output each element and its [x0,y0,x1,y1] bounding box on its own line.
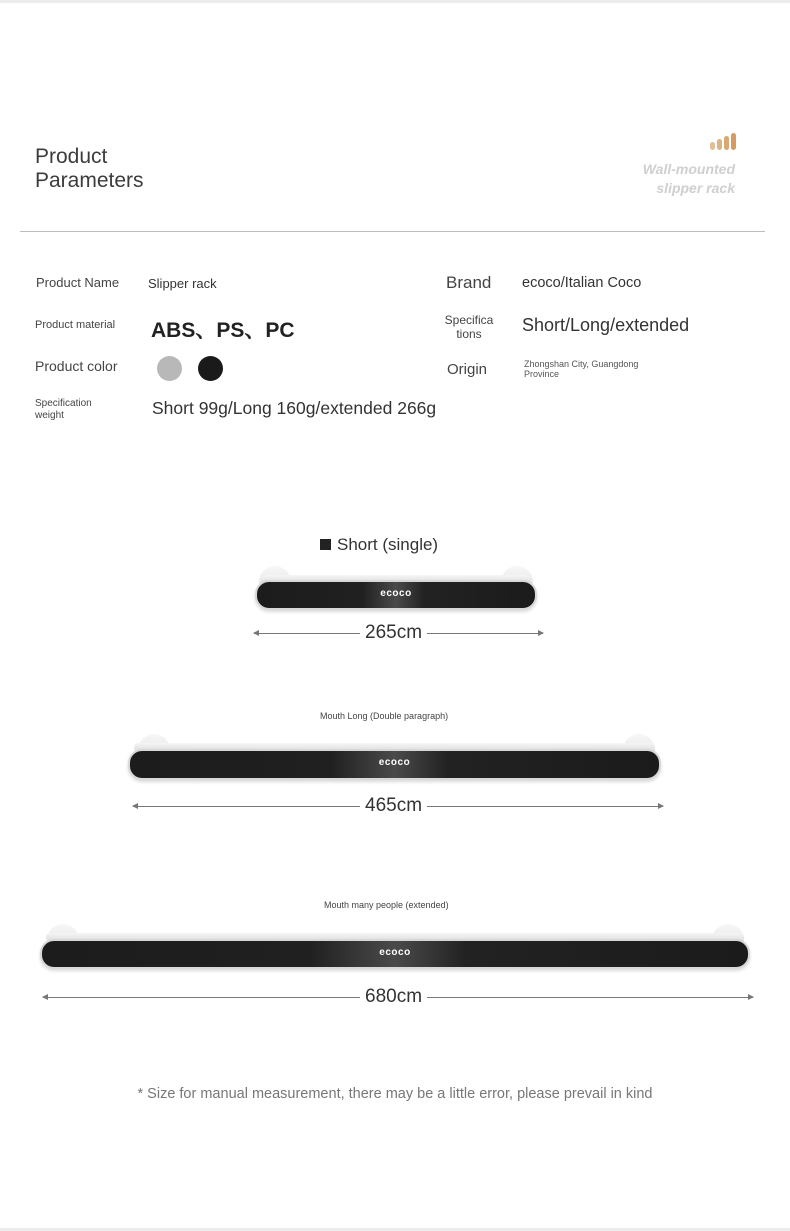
signal-bars-icon [710,133,736,150]
material-label: Product material [35,319,116,331]
ecoco-logo: ecoco [379,947,411,958]
color-label: Product color [35,358,118,374]
origin-label: Origin [447,361,488,378]
brand-label: Brand [446,273,492,292]
rack-bar [40,939,750,969]
variant-extended-title: Mouth many people (extended) [324,900,449,910]
weight-label-line1: Specification [35,398,92,409]
variant-long-title: Mouth Long (Double paragraph) [320,711,449,721]
rack-bar [255,580,537,610]
brand-value: ecoco/Italian Coco [522,275,642,291]
weight-value: Short 99g/Long 160g/extended 266g [152,398,437,418]
header-divider [20,231,765,232]
top-border [0,0,790,3]
measurement-note: * Size for manual measurement, there may be a little error, please prevail in kind [137,1086,653,1102]
dimension-extended: 680cm [360,986,427,1008]
caption-line1: Wall-mounted [642,161,735,177]
variant-short-title-text: Short (single) [337,535,439,554]
rack-bar [128,749,661,780]
material-value: ABS、PS、PC [151,319,295,342]
variant-short-title [320,535,438,555]
origin-value [524,359,638,379]
rack-long-image [128,734,661,780]
header-caption [643,160,735,198]
caption-line2: slipper rack [656,180,735,196]
weight-label [35,398,92,422]
ecoco-logo: ecoco [380,588,412,599]
color-swatch-grey [157,356,182,381]
weight-label-line2: weight [35,410,64,421]
page-title [35,145,144,193]
color-swatch-black [198,356,223,381]
spec-label [444,313,494,341]
rack-short-image [255,566,537,610]
product-name-label: Product Name [36,275,120,290]
product-name-value: Slipper rack [148,276,217,291]
page-title-line1: Product [35,145,108,168]
dimension-short: 265cm [360,622,427,644]
ecoco-logo: ecoco [378,757,411,768]
dimension-long: 465cm [360,795,427,817]
spec-label-line2: tions [456,327,482,341]
origin-value-line1: Zhongshan City, Guangdong [524,359,639,369]
square-bullet-icon [320,539,331,550]
spec-value: Short/Long/extended [522,315,690,335]
page-title-line2: Parameters [35,169,144,192]
rack-extended-image [40,924,750,969]
spec-label-line1: Specifica [444,313,494,327]
origin-value-line2: Province [524,369,560,379]
